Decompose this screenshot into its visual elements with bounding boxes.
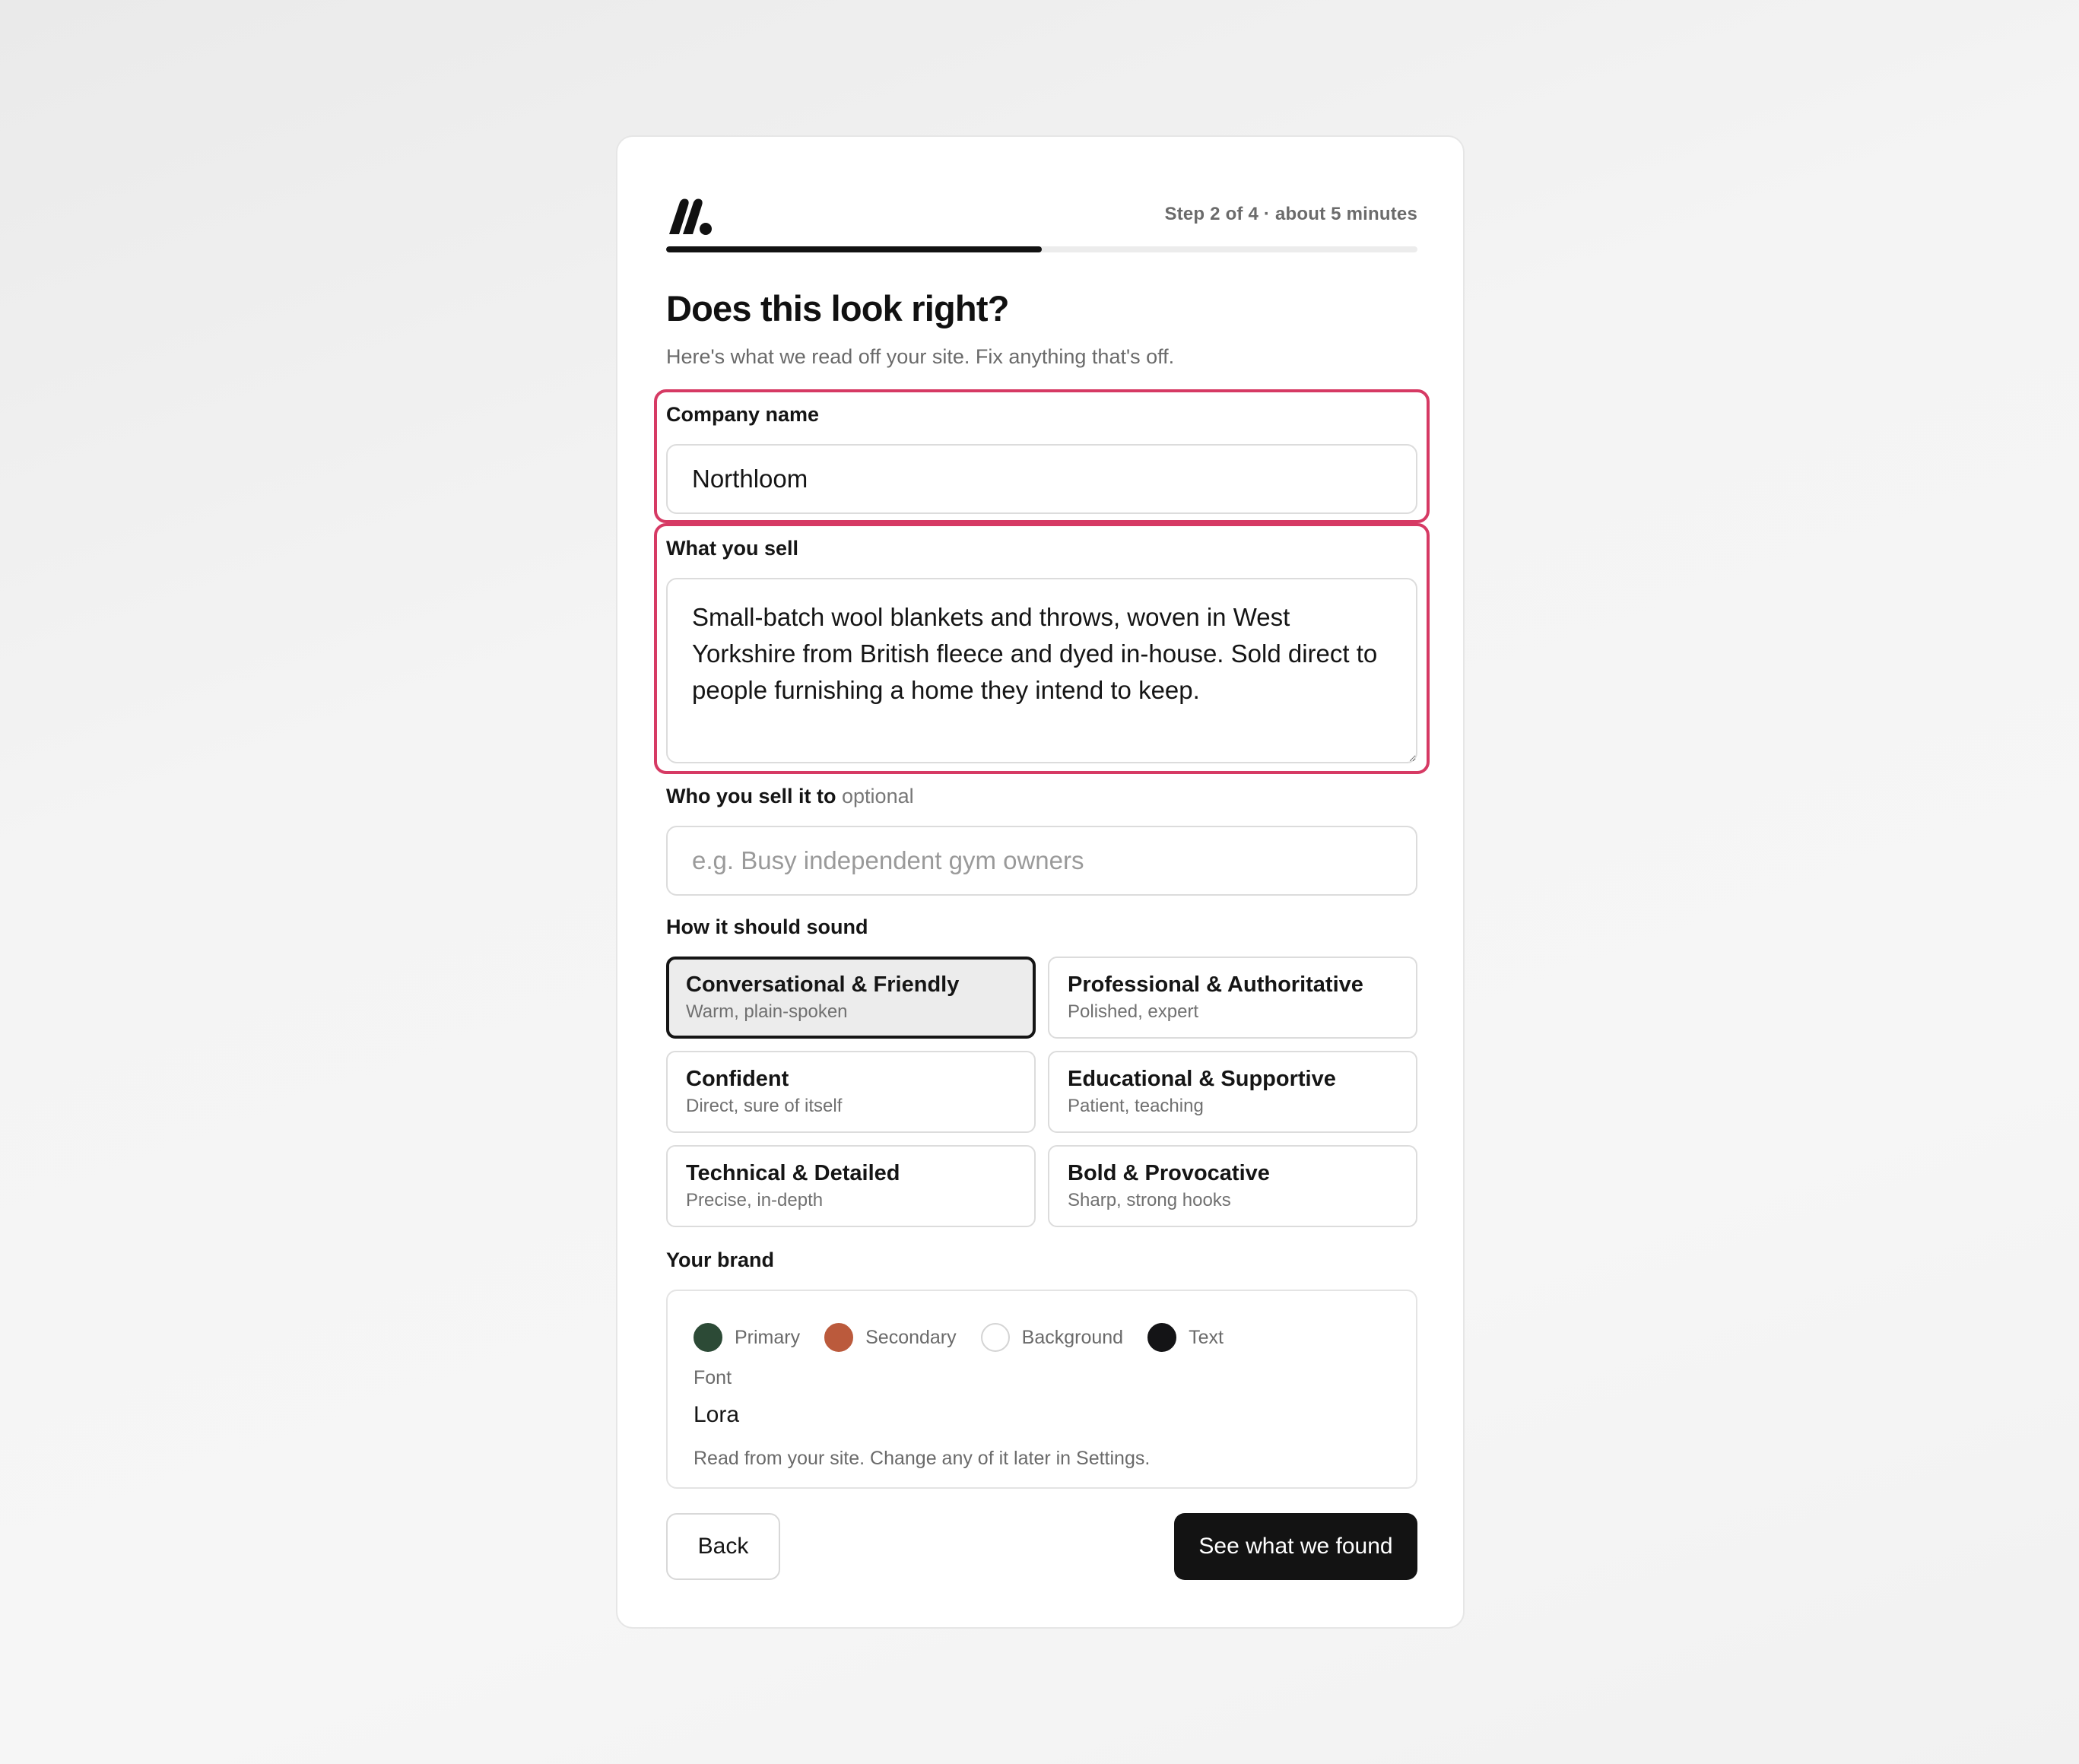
tone-option-professional-authoritative[interactable] bbox=[1048, 957, 1417, 1039]
color-swatch-label: Text bbox=[1189, 1326, 1224, 1348]
tone-option-title: Technical & Detailed bbox=[686, 1161, 900, 1185]
page-subtitle: Here's what we read off your site. Fix anything that's off. bbox=[666, 345, 1175, 368]
onboarding-card bbox=[616, 135, 1465, 1629]
optional-tag: optional bbox=[842, 785, 914, 807]
brand-label: Your brand bbox=[666, 1248, 775, 1271]
company-name-input[interactable] bbox=[666, 444, 1417, 514]
font-value: Lora bbox=[694, 1402, 740, 1427]
brand-panel bbox=[666, 1290, 1417, 1489]
brand-color-primary[interactable] bbox=[694, 1323, 800, 1352]
back-button[interactable]: Back bbox=[666, 1513, 780, 1580]
color-swatch bbox=[694, 1323, 722, 1352]
tone-option-desc: Sharp, strong hooks bbox=[1068, 1190, 1231, 1210]
tone-option-desc: Warm, plain-spoken bbox=[686, 1001, 848, 1022]
tone-option-title: Professional & Authoritative bbox=[1068, 972, 1363, 997]
brand-logo-icon bbox=[666, 196, 715, 237]
tone-option-technical-detailed[interactable] bbox=[666, 1145, 1036, 1227]
tone-option-desc: Polished, expert bbox=[1068, 1001, 1199, 1022]
tone-option-desc: Patient, teaching bbox=[1068, 1096, 1204, 1116]
color-swatch-label: Background bbox=[1021, 1326, 1124, 1348]
tone-option-title: Bold & Provocative bbox=[1068, 1161, 1270, 1185]
see-what-we-found-button[interactable]: See what we found bbox=[1174, 1513, 1417, 1580]
tone-option-title: Confident bbox=[686, 1067, 789, 1091]
tone-option-conversational-friendly[interactable] bbox=[666, 957, 1036, 1039]
brand-note: Read from your site. Change any of it later in Settings. bbox=[694, 1448, 1151, 1469]
step-indicator: Step 2 of 4 · about 5 minutes bbox=[1164, 204, 1417, 224]
tone-option-educational-supportive[interactable] bbox=[1048, 1051, 1417, 1133]
brand-color-text[interactable] bbox=[1147, 1323, 1224, 1352]
font-label: Font bbox=[694, 1367, 732, 1388]
page-title: Does this look right? bbox=[666, 288, 1009, 328]
company-name-label: Company name bbox=[666, 403, 820, 426]
brand-color-secondary[interactable] bbox=[824, 1323, 957, 1352]
what-you-sell-label: What you sell bbox=[666, 537, 799, 560]
audience-label bbox=[666, 785, 914, 808]
brand-color-swatches bbox=[694, 1323, 1248, 1352]
color-swatch bbox=[1147, 1323, 1176, 1352]
tone-option-bold-provocative[interactable] bbox=[1048, 1145, 1417, 1227]
tone-option-confident[interactable] bbox=[666, 1051, 1036, 1133]
brand-color-background[interactable] bbox=[981, 1323, 1123, 1352]
color-swatch bbox=[824, 1323, 853, 1352]
color-swatch bbox=[981, 1323, 1010, 1352]
progress-bar bbox=[666, 246, 1417, 252]
color-swatch-label: Primary bbox=[735, 1326, 801, 1348]
tone-option-title: Conversational & Friendly bbox=[686, 972, 960, 997]
what-you-sell-textarea[interactable] bbox=[666, 578, 1417, 763]
progress-fill bbox=[666, 246, 1042, 252]
tone-label: How it should sound bbox=[666, 915, 868, 938]
tone-option-desc: Direct, sure of itself bbox=[686, 1096, 843, 1116]
color-swatch-label: Secondary bbox=[865, 1326, 957, 1348]
audience-label-text: Who you sell it to bbox=[666, 785, 836, 807]
audience-input[interactable] bbox=[666, 826, 1417, 896]
tone-option-title: Educational & Supportive bbox=[1068, 1067, 1336, 1091]
tone-option-desc: Precise, in-depth bbox=[686, 1190, 824, 1210]
